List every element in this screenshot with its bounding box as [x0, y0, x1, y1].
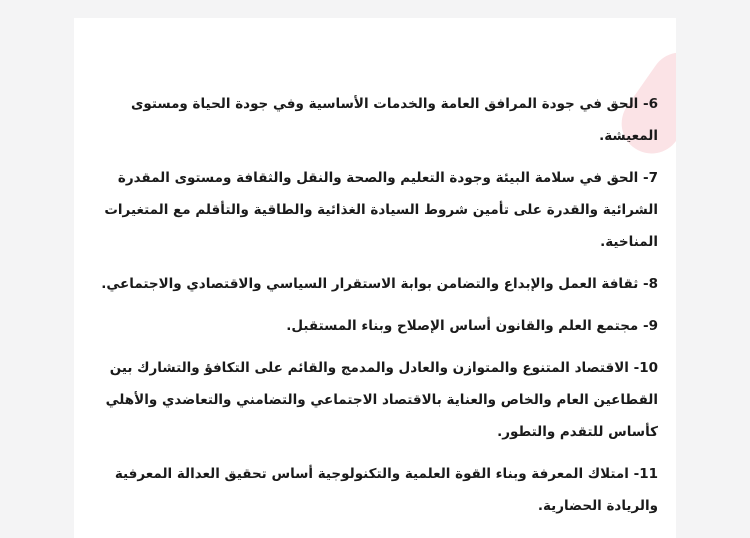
list-item: 7- الحق في سلامة البيئة وجودة التعليم والصحة والنقل والثقافة ومستوى المقدرة الشرائية والقدرة على تأمين شروط السيادة الغذائية والطاقية والتأقلم مع المتغيرات المناخية. — [104, 170, 658, 250]
list-item: 10- الاقتصاد المتنوع والمتوازن والعادل والمدمج والقائم على التكافؤ والتشارك بين القطاعين العام والخاص والعناية بالاقتصاد الاجتماعي والتضامني والتعاضدي والأهلي كأساس للتقدم والتطور. — [105, 360, 658, 440]
document-page — [74, 18, 676, 538]
list-item: 8- ثقافة العمل والإبداع والتضامن بوابة الاستقرار السياسي والاقتصادي والاجتماعي. — [101, 276, 658, 292]
list-item: 11- امتلاك المعرفة وبناء القوة العلمية والتكنولوجية أساس تحقيق العدالة المعرفية والريادة الحضارية. — [114, 466, 658, 514]
list-item: 9- مجتمع العلم والقانون أساس الإصلاح وبناء المستقبل. — [286, 318, 658, 334]
list-item: 6- الحق في جودة المرافق العامة والخدمات الأساسية وفي جودة الحياة ومستوى المعيشة. — [130, 96, 658, 144]
document-content — [90, 88, 658, 532]
